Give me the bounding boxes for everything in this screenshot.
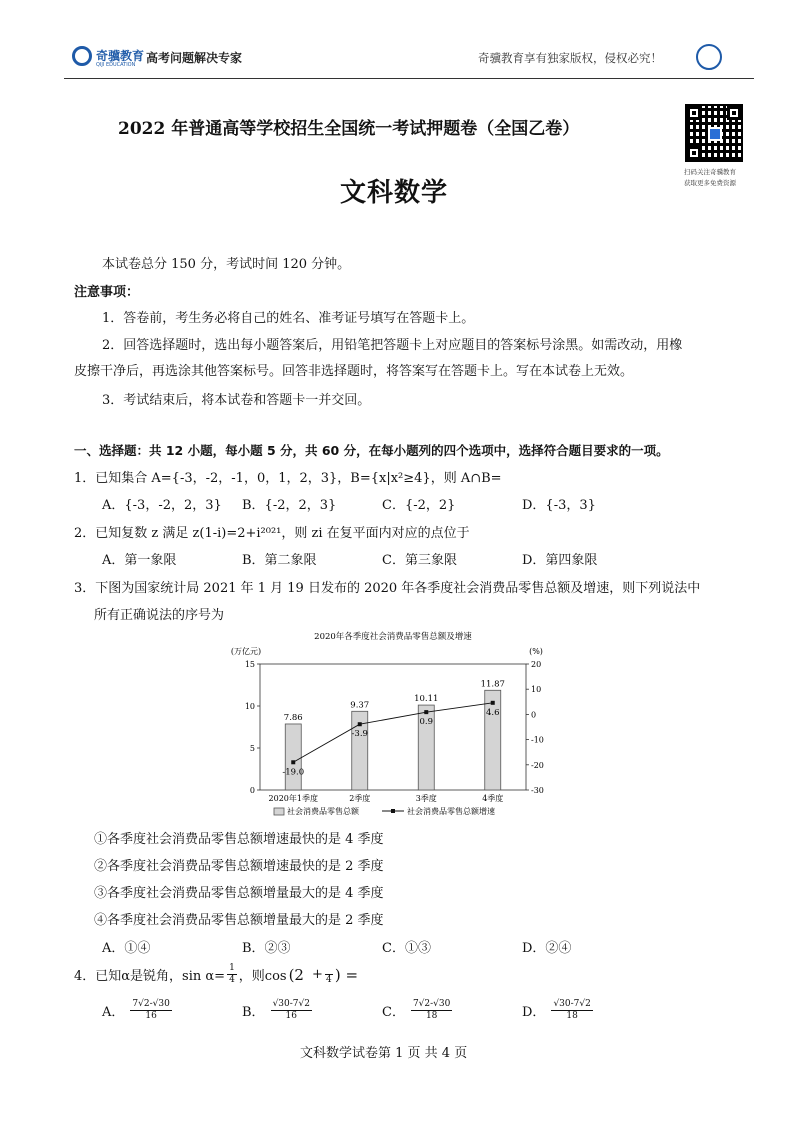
q3-statement-1: ①各季度社会消费品零售总额增速最快的是 4 季度 <box>94 832 384 847</box>
header-copyright: 奇骥教育享有独家版权，侵权必究！ <box>478 51 662 65</box>
q4-option-a-label: A． <box>102 1005 125 1020</box>
q4-option-d <box>522 999 593 1022</box>
chart-legend-line-marker <box>391 809 395 813</box>
q4-option-a-den: 16 <box>145 1011 157 1021</box>
q4-plus: + <box>311 967 323 982</box>
chart-growth-value-label: -19.0 <box>282 767 305 778</box>
chart-growth-point <box>358 722 362 726</box>
chart-category-label: 3季度 <box>415 794 437 803</box>
q4-option-b-num: √30-7√2 <box>272 999 310 1009</box>
chart-bar-value-label: 11.87 <box>480 679 505 690</box>
chart-bar-value-label: 10.11 <box>414 694 439 705</box>
q4-option-d-num: √30-7√2 <box>553 999 591 1009</box>
notice-2-cont: 皮擦干净后，再选涂其他答案标号。回答非选择题时，将答案写在答题卡上。写在本试卷上无效。 <box>74 364 634 379</box>
q2-option-d: D．第四象限 <box>522 553 598 568</box>
notice-heading: 注意事项： <box>74 285 140 300</box>
q3-option-d: D．②④ <box>522 941 572 956</box>
page-footer: 文科数学试卷第 1 页 共 4 页 <box>300 1046 468 1061</box>
q4-angle-fraction <box>325 963 333 986</box>
q3-statement-3: ③各季度社会消费品零售总额增量最大的是 4 季度 <box>94 886 384 901</box>
q4-option-b <box>242 999 312 1022</box>
chart-bar <box>285 724 301 790</box>
q1-option-a: A．{-3，-2，2，3} <box>102 498 222 513</box>
chart-bar <box>485 690 501 790</box>
chart-legend-bar-label: 社会消费品零售总额 <box>287 807 359 816</box>
chart-growth-point <box>424 710 428 714</box>
chart-category-label: 4季度 <box>482 794 504 803</box>
logo-subtext: QIJI EDUCATION <box>96 62 136 68</box>
q2-option-c: C．第三象限 <box>382 553 457 568</box>
q4-option-c <box>382 999 452 1022</box>
q1-option-d: D．{-3，3} <box>522 498 596 513</box>
q2-option-a: A．第一象限 <box>102 553 177 568</box>
chart-right-tick-label: -10 <box>531 735 544 745</box>
notice-1: 1．答卷前，考生务必将自己的姓名、准考证号填写在答题卡上。 <box>102 311 475 326</box>
chart-growth-line <box>293 703 493 762</box>
logo-text: 奇骥教育 <box>96 49 145 63</box>
q3-statement-4: ④各季度社会消费品零售总额增量最大的是 2 季度 <box>94 913 384 928</box>
q4-stem <box>74 963 358 986</box>
subject-title: 文科数学 <box>340 178 449 208</box>
q3-option-a: A．①④ <box>102 941 151 956</box>
chart-category-label: 2季度 <box>349 794 371 803</box>
chart-category-label: 2020年1季度 <box>268 794 318 803</box>
q4-option-b-den: 16 <box>285 1011 297 1021</box>
notice-3: 3．考试结束后，将本试卷和答题卡一并交回。 <box>102 393 371 408</box>
q4-stem-end: ) = <box>334 965 359 984</box>
q1-stem: 1．已知集合 A={-3，-2，-1，0，1，2，3}，B={x|x²≥4}，则 A∩B= <box>74 471 502 486</box>
chart-left-tick-label: 15 <box>244 660 255 669</box>
q4-paren: (2 <box>288 965 304 984</box>
chart-left-tick-label: 5 <box>249 744 255 753</box>
q4-sin-fraction <box>227 963 237 986</box>
chart-growth-point <box>491 701 495 705</box>
chart-growth-point <box>291 760 295 764</box>
horse-logo-icon <box>696 44 722 70</box>
section-heading: 一、选择题：共 12 小题，每小题 5 分，共 60 分，在每小题列的四个选项中，选择符合题目要求的一项。 <box>74 443 669 458</box>
q4-option-a <box>102 999 172 1022</box>
q3-statement-2: ②各季度社会消费品零售总额增速最快的是 2 季度 <box>94 859 384 874</box>
chart-left-axis-label: (万亿元) <box>230 647 262 656</box>
header-slogan: 高考问题解决专家 <box>146 51 243 65</box>
qr-code-icon <box>685 104 743 162</box>
q4-frac-den: 4 <box>326 975 332 985</box>
q1-option-b: B．{-2，2，3} <box>242 498 337 513</box>
chart-right-tick-label: -30 <box>531 786 544 795</box>
header-divider <box>64 78 754 79</box>
chart-legend-bar-swatch <box>274 808 284 815</box>
chart-growth-value-label: 0.9 <box>419 717 434 728</box>
logo-icon <box>72 46 92 66</box>
chart-title: 2020年各季度社会消费品零售总额及增速 <box>314 632 472 642</box>
intro-text: 本试卷总分 150 分，考试时间 120 分钟。 <box>102 257 351 272</box>
q4-sin-num: 1 <box>229 963 235 973</box>
q4-sin-den: 4 <box>229 975 235 985</box>
q4-option-a-num: 7√2-√30 <box>132 999 170 1009</box>
q4-option-c-den: 18 <box>425 1011 438 1021</box>
chart-right-axis-label: (%) <box>529 647 543 656</box>
qr-caption-2: 获取更多免费资源 <box>684 179 736 187</box>
q4-option-c-num: 7√2-√30 <box>412 999 451 1009</box>
q4-option-d-den: 18 <box>566 1011 578 1021</box>
q3-option-b: B．②③ <box>242 941 291 956</box>
q4-option-c-label: C． <box>382 1005 405 1020</box>
q3-stem-2: 所有正确说法的序号为 <box>94 608 225 623</box>
chart-growth-value-label: 4.6 <box>485 707 500 718</box>
chart-bar-value-label: 7.86 <box>283 712 303 723</box>
exam-title: 2022 年普通高等学校招生全国统一考试押题卷（全国乙卷） <box>118 119 580 139</box>
chart-legend-line-label: 社会消费品零售总额增速 <box>407 807 495 816</box>
chart-right-tick-label: 20 <box>531 660 542 669</box>
q2-stem: 2．已知复数 z 满足 z(1-i)=2+i²⁰²¹，则 zi 在复平面内对应的点位于 <box>74 526 470 541</box>
notice-2: 2．回答选择题时，选出每小题答案后，用铅笔把答题卡上对应题目的答案标号涂黑。如需改动，用橡 <box>102 338 683 353</box>
q2-option-b: B．第二象限 <box>242 553 317 568</box>
q4-option-b-label: B． <box>242 1005 265 1020</box>
retail-sales-chart <box>230 626 560 822</box>
q4-option-d-label: D． <box>522 1005 546 1020</box>
q4-stem-mid: ，则cos <box>238 969 287 984</box>
chart-left-tick-label: 0 <box>249 786 255 795</box>
chart-bar-value-label: 9.37 <box>350 700 370 711</box>
qr-caption-1: 扫码关注奇骥教育 <box>684 168 736 176</box>
chart-right-tick-label: -20 <box>531 760 544 770</box>
q4-stem-prefix: 4．已知α是锐角，sin α= <box>74 969 226 984</box>
chart-left-tick-label: 10 <box>244 702 255 711</box>
chart-right-tick-label: 10 <box>531 685 542 695</box>
q3-option-c: C．①③ <box>382 941 431 956</box>
q1-option-c: C．{-2，2} <box>382 498 456 513</box>
q3-stem-1: 3．下图为国家统计局 2021 年 1 月 19 日发布的 2020 年各季度社会消费品零售总额及增速，则下列说法中 <box>74 581 701 596</box>
chart-right-tick-label: 0 <box>531 710 537 720</box>
chart-growth-value-label: -3.9 <box>351 729 368 740</box>
